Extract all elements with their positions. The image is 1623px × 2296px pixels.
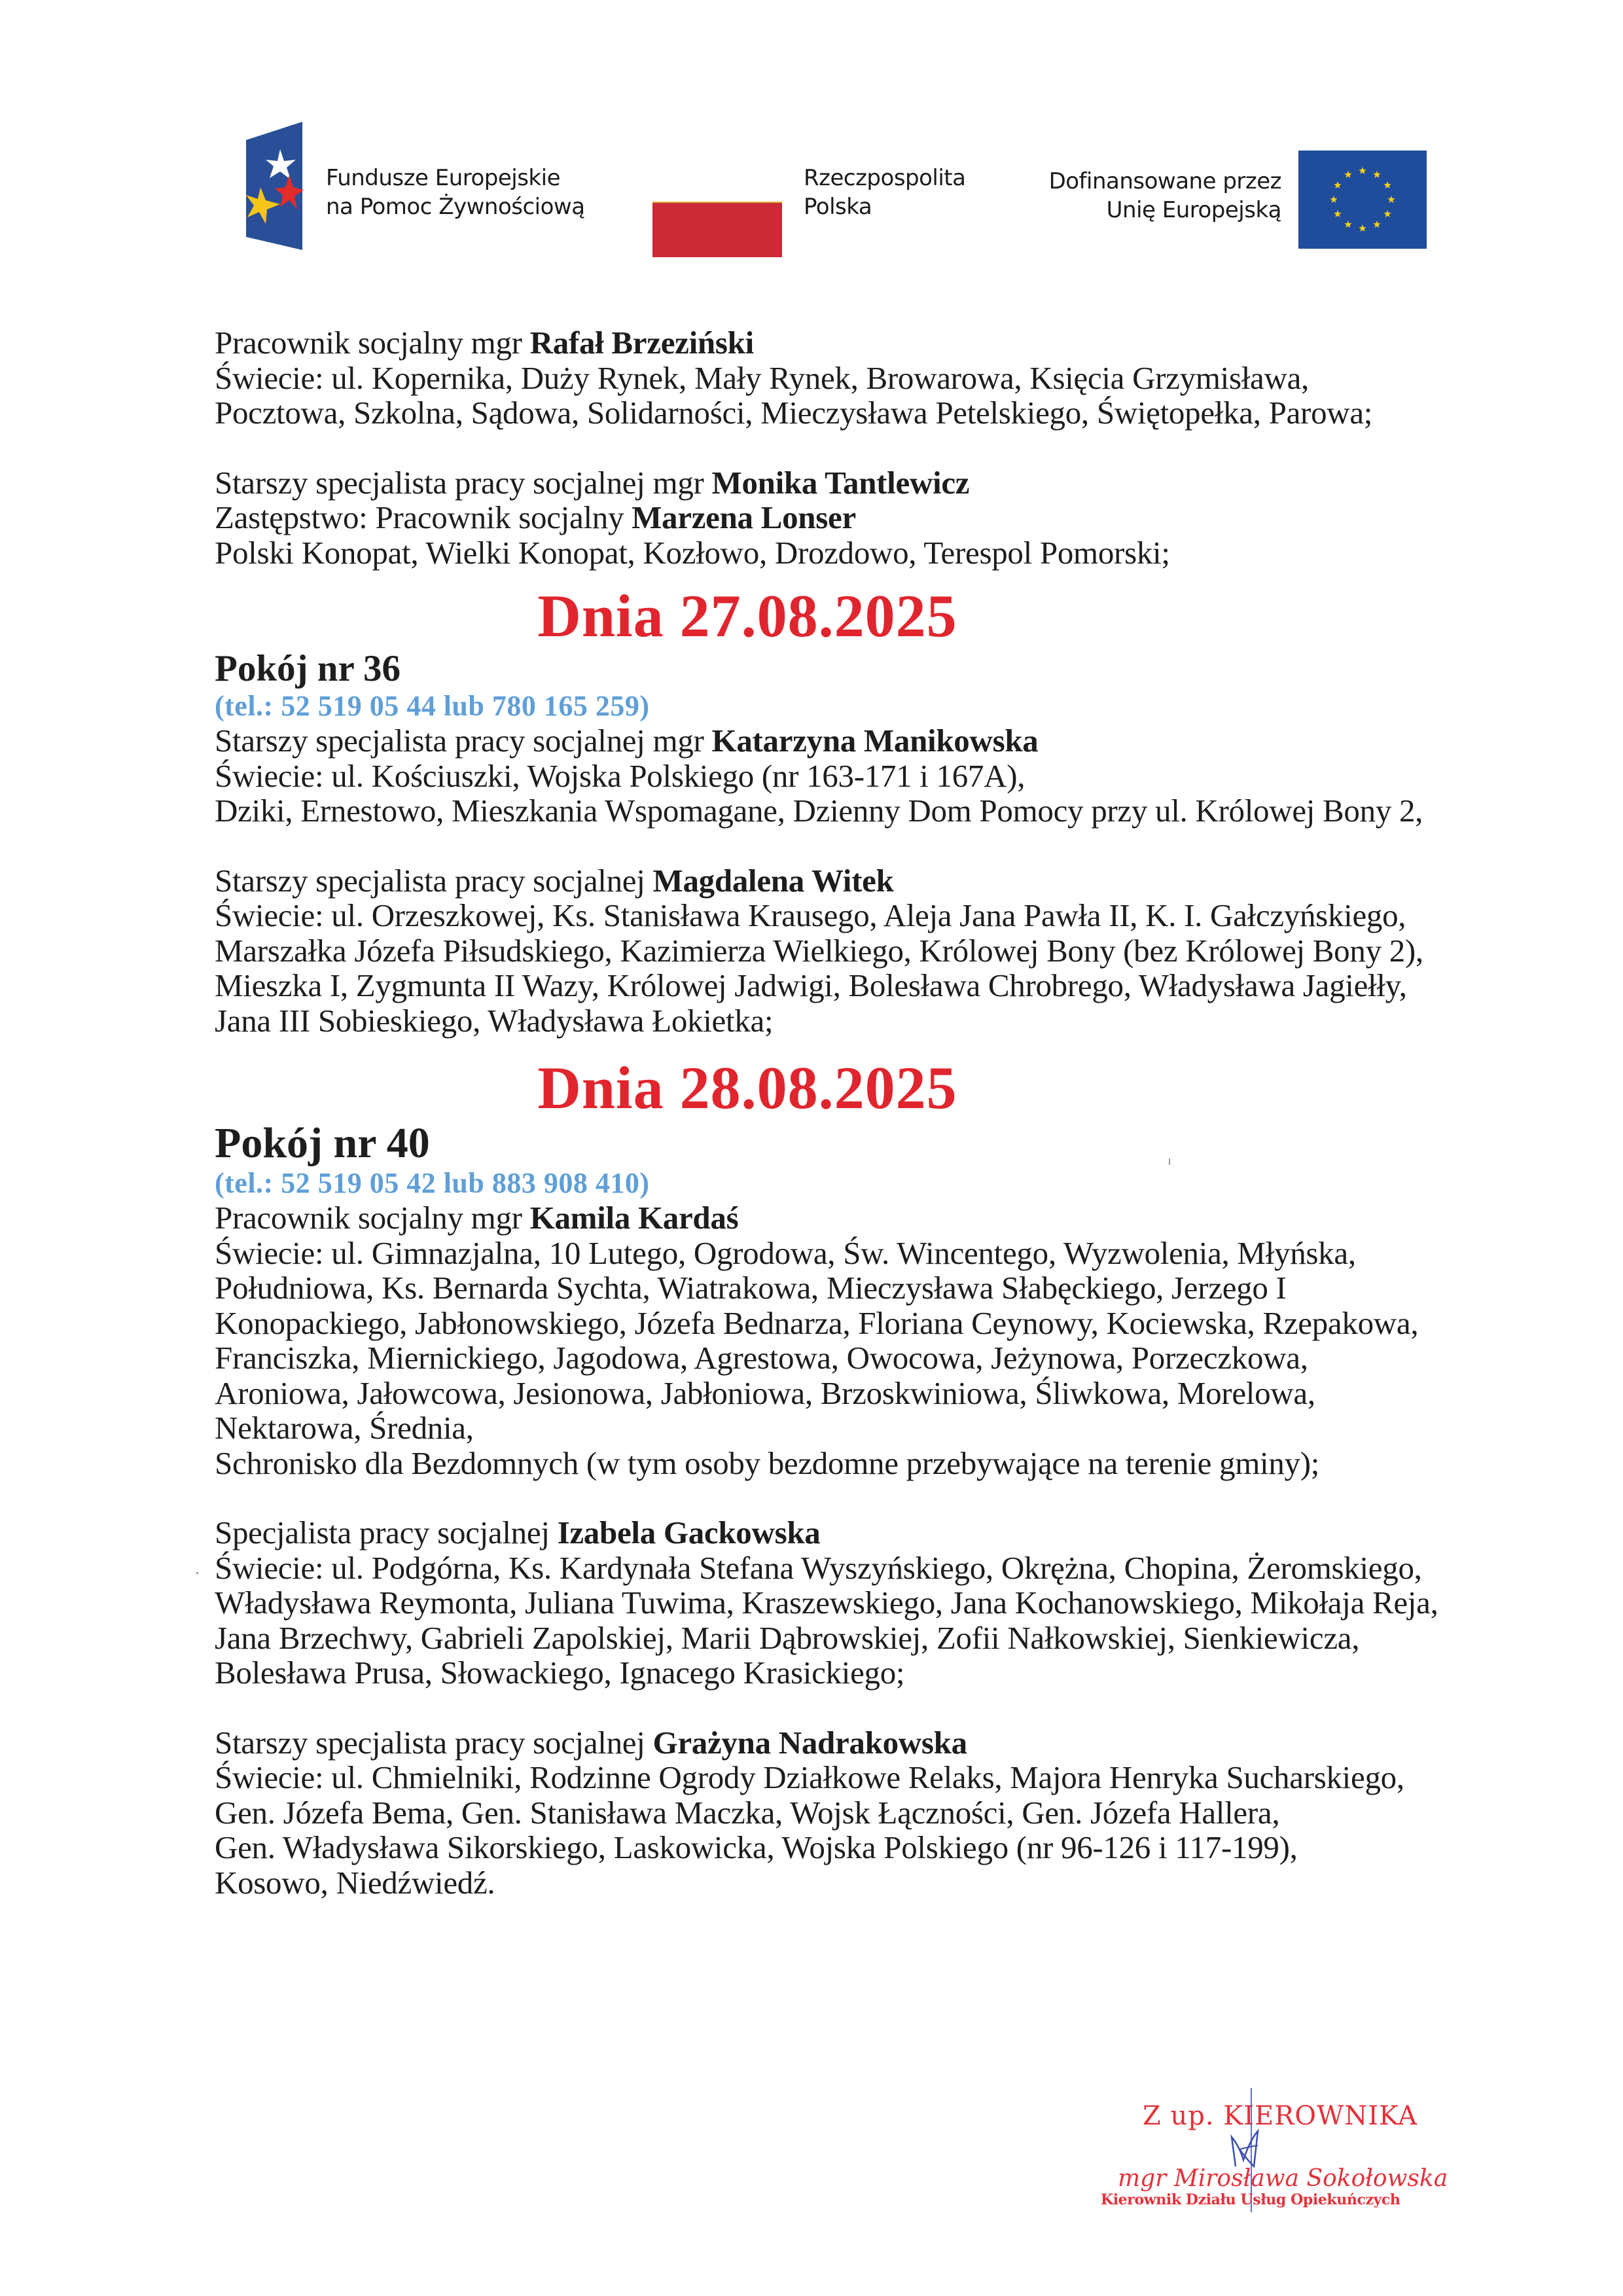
area-line: Polski Konopat, Wielki Konopat, Kozłowo, Drozdowo, Terespol Pomorski; [215, 534, 1170, 571]
worker-heading [215, 1725, 1491, 1761]
pl-logo-line-2: Polska [804, 194, 872, 220]
fe-logo-text [326, 164, 585, 221]
worker-name: Monika Tantlewicz [711, 464, 970, 501]
signature-stamp [1080, 2068, 1486, 2212]
fe-logo-line-1: Fundusze Europejskie [326, 165, 560, 191]
pl-logo-text [804, 164, 965, 221]
area-line: Świecie: ul. Orzeszkowej, Ks. Stanisława Krausego, Aleja Jana Pawła II, K. I. Gałczyńskiego, [215, 897, 1406, 933]
area-line: Konopackiego, Jabłonowskiego, Józefa Bednarza, Floriana Ceynowy, Kociewska, Rzepakowa, [215, 1304, 1419, 1341]
area-line: Świecie: ul. Podgórna, Ks. Kardynała Stefana Wyszyńskiego, Okrężna, Chopina, Żeromskiego, [215, 1549, 1422, 1586]
worker-block [215, 863, 1491, 1039]
room-label: Pokój nr 36 [215, 648, 401, 689]
worker-name: Magdalena Witek [652, 862, 894, 899]
worker-role: Starszy specjalista pracy socjalnej mgr [215, 723, 712, 759]
worker-heading [215, 1200, 1491, 1236]
worker-role: Pracownik socjalny mgr [215, 325, 530, 361]
phone-numbers: (tel.: 52 519 05 44 lub 780 165 259) [215, 690, 650, 722]
signatory-name: mgr Mirosława Sokołowska [1118, 2165, 1448, 2192]
area-line: Kosowo, Niedźwiedź. [215, 1864, 495, 1901]
area-line: Jana III Sobieskiego, Władysława Łokietka; [215, 1002, 774, 1039]
worker-name: Izabela Gackowska [557, 1515, 821, 1551]
worker-name: Grażyna Nadrakowska [652, 1724, 967, 1761]
eu-star-icon [1359, 224, 1366, 232]
eu-flag-icon [1298, 151, 1427, 249]
worker-role: Pracownik socjalny mgr [215, 1200, 530, 1236]
worker-heading [215, 863, 1491, 899]
area-line: Władysława Reymonta, Juliana Tuwima, Kraszewskiego, Jana Kochanowskiego, Mikołaja Reja, [215, 1585, 1438, 1621]
area-line: Pocztowa, Szkolna, Sądowa, Solidarności, Mieczysława Petelskiego, Świętopełka, Parowa; [215, 395, 1373, 431]
area-line: Aroniowa, Jałowcowa, Jesionowa, Jabłoniowa, Brzoskwiniowa, Śliwkowa, Morelowa, [215, 1374, 1315, 1411]
area-line: Gen. Władysława Sikorskiego, Laskowicka, Wojska Polskiego (nr 96-126 i 117-199), [215, 1829, 1298, 1865]
eu-star-icon [1334, 181, 1341, 188]
worker-name: Katarzyna Manikowska [711, 723, 1039, 759]
room-label: Pokój nr 40 [215, 1119, 430, 1167]
area-line: Świecie: ul. Kościuszki, Wojska Polskiego (nr 163-171 i 167A), [215, 757, 1026, 794]
poland-flag-icon [652, 145, 782, 257]
fe-logo-line-2: na Pomoc Żywnościową [326, 194, 585, 220]
eu-star-icon [1344, 221, 1351, 228]
eu-star-icon [1387, 196, 1395, 203]
worker-role: Starszy specjalista pracy socjalnej [215, 862, 653, 899]
substitute-role: Zastępstwo: Pracownik socjalny [215, 499, 632, 535]
area-line: Południowa, Ks. Bernarda Sychta, Wiatrakowa, Mieczysława Słabęckiego, Jerzego I [215, 1270, 1287, 1306]
eu-logo-line-2: Unię Europejską [1106, 197, 1281, 223]
area-line: Bolesława Prusa, Słowackiego, Ignacego Krasickiego; [215, 1655, 905, 1691]
document-body [215, 325, 1491, 1900]
eu-funds-stars-logo-icon [246, 122, 305, 250]
worker-name: Kamila Kardaś [529, 1200, 739, 1236]
area-line: Jana Brzechwy, Gabrieli Zapolskiej, Marii Dąbrowskiej, Zofii Nałkowskiej, Sienkiewicza, [215, 1619, 1360, 1656]
area-line: Marszałka Józefa Piłsudskiego, Kazimierza Wielkiego, Królowej Bony (bez Królowej Bony 2), [215, 932, 1423, 969]
eu-star-icon [1383, 210, 1391, 217]
worker-block [215, 1725, 1491, 1901]
worker-role: Starszy specjalista pracy socjalnej [215, 1724, 653, 1761]
worker-block [215, 465, 1491, 571]
worker-heading [215, 1515, 1491, 1551]
eu-logo-text [1049, 167, 1281, 224]
worker-block [215, 1515, 1491, 1691]
pl-logo-line-1: Rzeczpospolita [804, 165, 966, 191]
logo-bar [0, 0, 1623, 275]
area-line: Mieszka I, Zygmunta II Wazy, Królowej Jadwigi, Bolesława Chrobrego, Władysława Jagiełły, [215, 967, 1407, 1003]
area-line: Świecie: ul. Gimnazjalna, 10 Lutego, Ogrodowa, Św. Wincentego, Wyzwolenia, Młyńska, [215, 1234, 1356, 1271]
eu-star-icon [1383, 181, 1391, 188]
eu-star-icon [1373, 221, 1380, 228]
scan-speck [1169, 1158, 1170, 1165]
phone-numbers: (tel.: 52 519 05 42 lub 883 908 410) [215, 1167, 650, 1199]
eu-star-icon [1359, 167, 1366, 174]
flag-red-stripe [652, 202, 782, 257]
area-line: Świecie: ul. Kopernika, Duży Rynek, Mały Rynek, Browarowa, Księcia Grzymisława, [215, 359, 1309, 396]
date-heading: Dnia 28.08.2025 [537, 1054, 957, 1121]
area-line: Dziki, Ernestowo, Mieszkania Wspomagane, Dzienny Dom Pomocy przy ul. Królowej Bony 2, [215, 793, 1423, 829]
area-line: Schronisko dla Bezdomnych (w tym osoby bezdomne przebywające na terenie gminy); [215, 1444, 1320, 1481]
substitute-heading [215, 500, 1491, 535]
flag-white-stripe [652, 145, 782, 202]
worker-name: Rafał Brzeziński [529, 325, 754, 361]
eu-star-icon [1373, 171, 1380, 178]
scan-speck [196, 1572, 198, 1574]
substitute-name: Marzena Lonser [632, 499, 856, 535]
eu-star-icon [1330, 196, 1337, 203]
worker-role: Starszy specjalista pracy socjalnej mgr [215, 464, 712, 501]
worker-block [215, 723, 1491, 829]
area-line: Nektarowa, Średnia, [215, 1410, 474, 1446]
date-heading: Dnia 27.08.2025 [537, 583, 957, 649]
area-line: Franciszka, Miernickiego, Jagodowa, Agrestowa, Owocowa, Jeżynowa, Porzeczkowa, [215, 1340, 1308, 1376]
worker-role: Specjalista pracy socjalnej [215, 1515, 558, 1551]
area-line: Gen. Józefa Bema, Gen. Stanisława Maczka, Wojsk Łączności, Gen. Józefa Hallera, [215, 1794, 1280, 1831]
eu-star-icon [1334, 210, 1341, 217]
signatory-title: Kierownik Działu Usług Opiekuńczych [1101, 2191, 1400, 2208]
stamp-authority-line: Z up. KIEROWNIKA [1143, 2101, 1418, 2131]
eu-star-icon [1344, 171, 1351, 178]
worker-heading [215, 723, 1491, 759]
worker-heading [215, 465, 1491, 501]
worker-heading [215, 325, 1491, 361]
eu-logo-line-1: Dofinansowane przez [1048, 168, 1281, 194]
area-line: Świecie: ul. Chmielniki, Rodzinne Ogrody Działkowe Relaks, Majora Henryka Sucharskiego, [215, 1759, 1404, 1795]
worker-block [215, 325, 1491, 431]
worker-block [215, 1200, 1491, 1480]
